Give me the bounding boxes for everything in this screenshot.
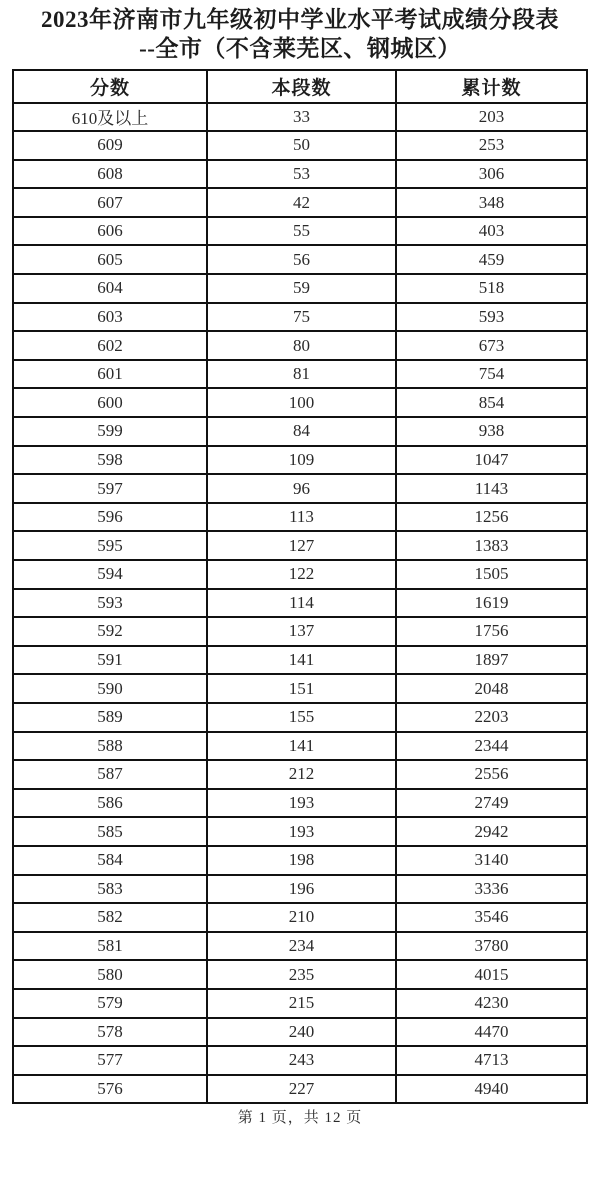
table-row <box>13 589 587 618</box>
table-cell: 210 <box>207 903 396 932</box>
table-cell: 4713 <box>396 1046 587 1075</box>
table-row <box>13 817 587 846</box>
table-cell: 4015 <box>396 960 587 989</box>
page-title-line2: --全市（不含莱芜区、钢城区） <box>139 35 461 61</box>
table-cell: 581 <box>13 932 207 961</box>
table-cell: 3546 <box>396 903 587 932</box>
table-cell: 203 <box>396 103 587 132</box>
table-cell: 607 <box>13 188 207 217</box>
table-cell: 2048 <box>396 674 587 703</box>
table-header-row <box>13 70 587 103</box>
table-cell: 602 <box>13 331 207 360</box>
table-cell: 590 <box>13 674 207 703</box>
table-cell: 610及以上 <box>13 103 207 132</box>
table-row <box>13 474 587 503</box>
table-cell: 587 <box>13 760 207 789</box>
table-cell: 580 <box>13 960 207 989</box>
column-header-score: 分数 <box>13 70 207 103</box>
table-row <box>13 989 587 1018</box>
table-row <box>13 388 587 417</box>
table-cell: 576 <box>13 1075 207 1104</box>
table-cell: 606 <box>13 217 207 246</box>
table-cell: 55 <box>207 217 396 246</box>
table-cell: 141 <box>207 732 396 761</box>
table-cell: 100 <box>207 388 396 417</box>
table-cell: 141 <box>207 646 396 675</box>
table-cell: 754 <box>396 360 587 389</box>
table-cell: 2942 <box>396 817 587 846</box>
table-cell: 198 <box>207 846 396 875</box>
table-cell: 609 <box>13 131 207 160</box>
table-cell: 578 <box>13 1018 207 1047</box>
table-row <box>13 674 587 703</box>
table-cell: 1256 <box>396 503 587 532</box>
table-cell: 601 <box>13 360 207 389</box>
table-cell: 42 <box>207 188 396 217</box>
table-cell: 193 <box>207 817 396 846</box>
table-row <box>13 1018 587 1047</box>
table-cell: 1505 <box>396 560 587 589</box>
table-cell: 585 <box>13 817 207 846</box>
table-cell: 586 <box>13 789 207 818</box>
table-cell: 109 <box>207 446 396 475</box>
table-cell: 588 <box>13 732 207 761</box>
table-cell: 2344 <box>396 732 587 761</box>
table-cell: 33 <box>207 103 396 132</box>
table-cell: 593 <box>13 589 207 618</box>
table-cell: 50 <box>207 131 396 160</box>
table-cell: 235 <box>207 960 396 989</box>
table-cell: 595 <box>13 531 207 560</box>
table-cell: 596 <box>13 503 207 532</box>
table-cell: 155 <box>207 703 396 732</box>
score-table-body <box>13 103 587 1104</box>
table-cell: 2556 <box>396 760 587 789</box>
table-row <box>13 245 587 274</box>
table-row <box>13 360 587 389</box>
table-cell: 594 <box>13 560 207 589</box>
table-row <box>13 875 587 904</box>
table-cell: 597 <box>13 474 207 503</box>
table-cell: 1756 <box>396 617 587 646</box>
table-cell: 227 <box>207 1075 396 1104</box>
table-row <box>13 846 587 875</box>
table-cell: 59 <box>207 274 396 303</box>
table-cell: 243 <box>207 1046 396 1075</box>
table-cell: 579 <box>13 989 207 1018</box>
table-cell: 56 <box>207 245 396 274</box>
table-row <box>13 932 587 961</box>
table-row <box>13 1046 587 1075</box>
table-cell: 80 <box>207 331 396 360</box>
table-cell: 196 <box>207 875 396 904</box>
page-number-footer: 第 1 页，共 12 页 <box>237 1110 363 1127</box>
page-title <box>0 0 600 64</box>
table-cell: 3780 <box>396 932 587 961</box>
table-cell: 592 <box>13 617 207 646</box>
table-cell: 240 <box>207 1018 396 1047</box>
table-cell: 854 <box>396 388 587 417</box>
table-row <box>13 1075 587 1104</box>
column-header-cumulative-count: 累计数 <box>396 70 587 103</box>
table-row <box>13 217 587 246</box>
table-row <box>13 760 587 789</box>
table-row <box>13 703 587 732</box>
table-cell: 582 <box>13 903 207 932</box>
table-row <box>13 188 587 217</box>
table-cell: 605 <box>13 245 207 274</box>
table-row <box>13 789 587 818</box>
table-cell: 584 <box>13 846 207 875</box>
table-cell: 2749 <box>396 789 587 818</box>
table-cell: 253 <box>396 131 587 160</box>
table-cell: 608 <box>13 160 207 189</box>
table-row <box>13 331 587 360</box>
table-cell: 459 <box>396 245 587 274</box>
table-cell: 4230 <box>396 989 587 1018</box>
table-cell: 114 <box>207 589 396 618</box>
table-cell: 1383 <box>396 531 587 560</box>
table-row <box>13 646 587 675</box>
table-cell: 604 <box>13 274 207 303</box>
table-cell: 1619 <box>396 589 587 618</box>
table-row <box>13 103 587 132</box>
table-cell: 583 <box>13 875 207 904</box>
table-cell: 84 <box>207 417 396 446</box>
table-row <box>13 303 587 332</box>
table-cell: 1143 <box>396 474 587 503</box>
table-cell: 603 <box>13 303 207 332</box>
table-cell: 215 <box>207 989 396 1018</box>
table-row <box>13 446 587 475</box>
table-cell: 137 <box>207 617 396 646</box>
table-cell: 4940 <box>396 1075 587 1104</box>
table-row <box>13 531 587 560</box>
table-cell: 589 <box>13 703 207 732</box>
table-cell: 113 <box>207 503 396 532</box>
table-cell: 577 <box>13 1046 207 1075</box>
table-cell: 53 <box>207 160 396 189</box>
table-cell: 673 <box>396 331 587 360</box>
table-row <box>13 274 587 303</box>
table-cell: 2203 <box>396 703 587 732</box>
table-cell: 348 <box>396 188 587 217</box>
table-cell: 96 <box>207 474 396 503</box>
table-cell: 234 <box>207 932 396 961</box>
table-row <box>13 617 587 646</box>
page-title-line1: 2023年济南市九年级初中学业水平考试成绩分段表 <box>41 7 559 32</box>
table-row <box>13 160 587 189</box>
table-cell: 4470 <box>396 1018 587 1047</box>
column-header-segment-count: 本段数 <box>207 70 396 103</box>
table-row <box>13 417 587 446</box>
table-cell: 193 <box>207 789 396 818</box>
table-cell: 81 <box>207 360 396 389</box>
table-cell: 122 <box>207 560 396 589</box>
table-cell: 75 <box>207 303 396 332</box>
table-cell: 403 <box>396 217 587 246</box>
table-cell: 151 <box>207 674 396 703</box>
table-cell: 938 <box>396 417 587 446</box>
table-row <box>13 732 587 761</box>
table-cell: 600 <box>13 388 207 417</box>
table-cell: 306 <box>396 160 587 189</box>
table-cell: 1897 <box>396 646 587 675</box>
table-cell: 3336 <box>396 875 587 904</box>
table-row <box>13 960 587 989</box>
table-row <box>13 903 587 932</box>
score-distribution-table <box>12 69 588 1105</box>
table-row <box>13 131 587 160</box>
table-cell: 127 <box>207 531 396 560</box>
table-cell: 3140 <box>396 846 587 875</box>
table-cell: 599 <box>13 417 207 446</box>
table-cell: 518 <box>396 274 587 303</box>
table-cell: 591 <box>13 646 207 675</box>
table-cell: 593 <box>396 303 587 332</box>
table-row <box>13 560 587 589</box>
table-cell: 212 <box>207 760 396 789</box>
table-cell: 598 <box>13 446 207 475</box>
table-row <box>13 503 587 532</box>
table-cell: 1047 <box>396 446 587 475</box>
